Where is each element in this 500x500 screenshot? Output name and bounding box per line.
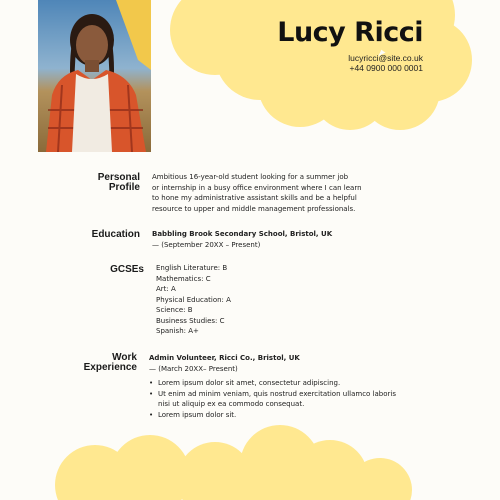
section-label-experience xyxy=(37,353,137,373)
job-bullets xyxy=(149,378,419,420)
experience-details xyxy=(149,353,419,420)
candidate-name: Lucy Ricci xyxy=(277,17,423,48)
school-name: Babbling Brook Secondary School, Bristol, UK xyxy=(152,230,333,238)
job-bullet-text: Lorem ipsum dolor sit amet, consectetur adipiscing. xyxy=(158,379,341,387)
job-dates: — (March 20XX– Present) xyxy=(149,364,238,373)
gcse-item: Business Studies: C xyxy=(156,316,225,325)
section-label-gcses: GCSEs xyxy=(110,264,144,275)
profile-photo xyxy=(38,0,151,152)
contact-info xyxy=(348,53,423,73)
education-dates: — (September 20XX – Present) xyxy=(152,240,261,249)
job-bullet-text: • Ut enim ad minim veniam, quis nostrud exercitation ullamco laboris xyxy=(158,389,396,398)
job-title: Admin Volunteer, Ricci Co., Bristol, UK xyxy=(149,354,300,362)
education-details xyxy=(152,229,412,250)
profile-label-line2: Profile xyxy=(108,182,140,193)
gcse-item: Physical Education: A xyxy=(156,295,231,304)
gcse-item: Spanish: A+ xyxy=(156,327,199,335)
profile-text xyxy=(152,172,412,214)
profile-line: to hone my administrative assistant skills and be a helpful xyxy=(152,194,357,202)
job-bullet-text-continued: nisi ut aliquip ex ea commodo consequat. xyxy=(158,400,305,408)
profile-line: Ambitious 16-year-old student looking for a summer job xyxy=(152,173,349,181)
gcse-item: English Literature: B xyxy=(156,264,228,272)
profile-label-line1: Personal xyxy=(97,172,140,183)
gcse-list xyxy=(156,263,356,337)
section-label-education: Education xyxy=(91,229,140,240)
email-text: lucyricci@site.co.uk xyxy=(348,53,423,63)
experience-label-line1: Work xyxy=(112,352,137,363)
gcse-item: Mathematics: C xyxy=(156,274,211,283)
job-bullet xyxy=(149,378,419,389)
phone-text: +44 0900 000 0001 xyxy=(349,63,423,73)
gcse-item: Art: A xyxy=(156,285,176,293)
profile-line: resource to upper and middle management professionals. xyxy=(152,204,356,213)
profile-line: or internship in a busy office environment where I can learn xyxy=(152,183,362,192)
section-label-profile xyxy=(40,173,140,193)
job-bullet xyxy=(149,410,419,421)
gcse-item: Science: B xyxy=(156,306,193,314)
job-bullet-text: Lorem ipsum dolor sit. xyxy=(158,410,237,419)
experience-label-line2: Experience xyxy=(83,362,137,373)
job-bullet xyxy=(149,389,419,410)
